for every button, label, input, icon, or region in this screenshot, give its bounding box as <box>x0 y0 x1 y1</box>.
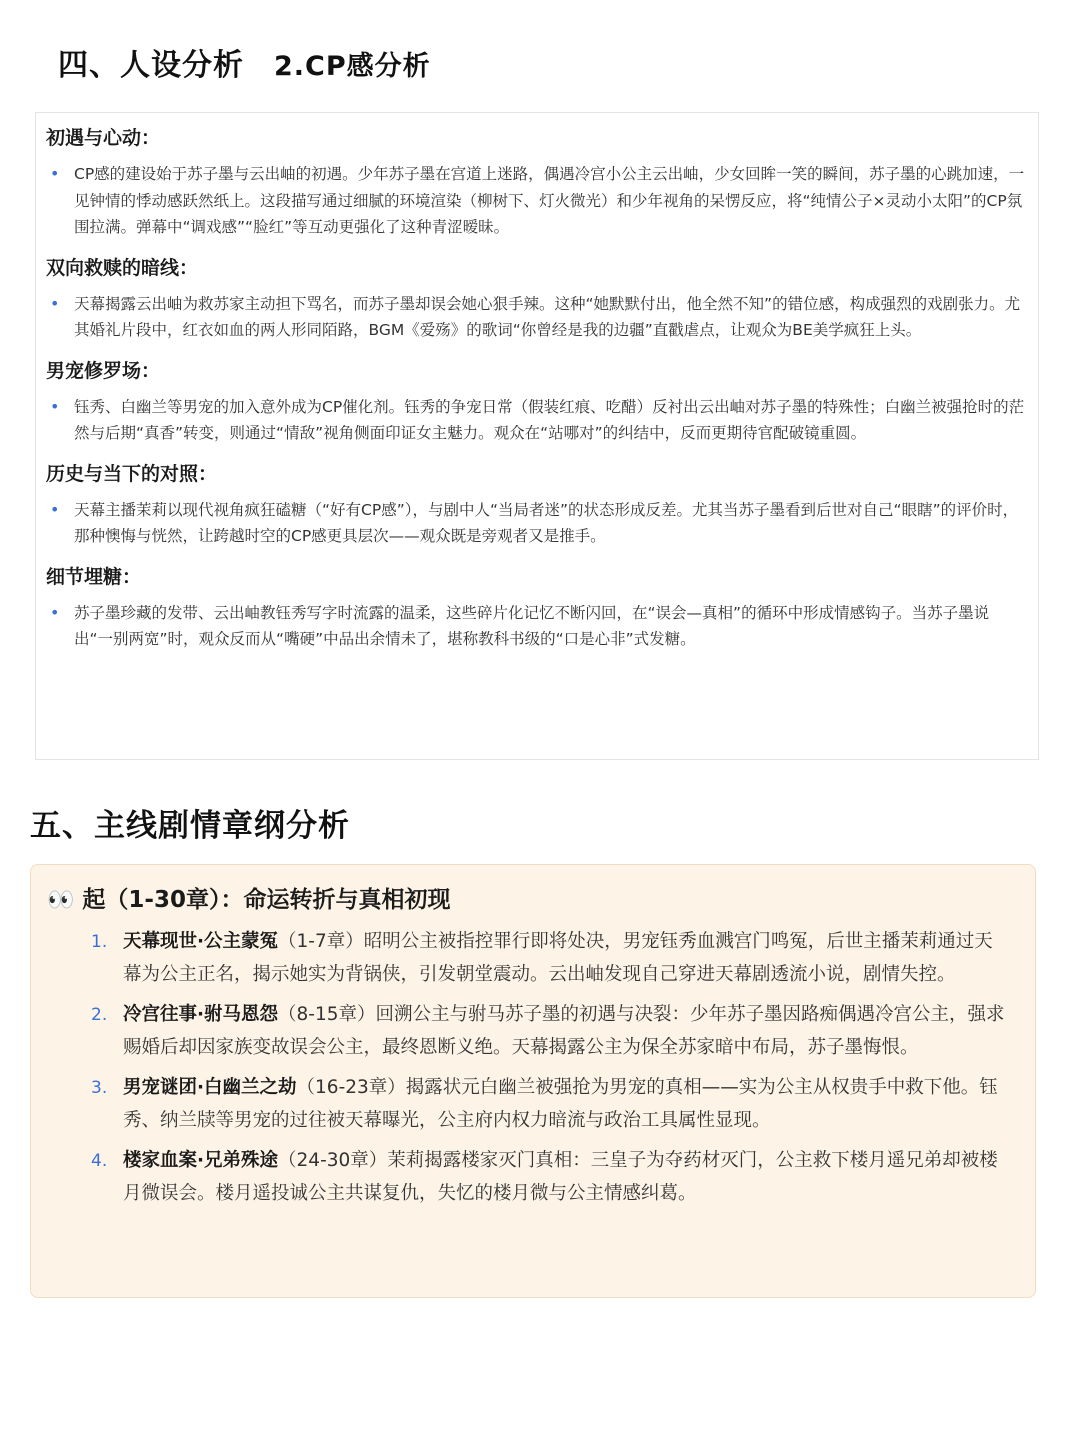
cp-analysis-card <box>35 112 1039 760</box>
topic-first-meeting <box>46 125 1028 241</box>
topic-heading: 历史与当下的对照： <box>46 462 218 485</box>
topic-detail-sweetness <box>46 564 1028 653</box>
bullet-dot-icon: • <box>50 602 60 622</box>
topic-bullet <box>46 394 1028 447</box>
outline-heading <box>47 883 1007 918</box>
eyes-icon: 👀 <box>47 888 75 913</box>
topic-bullet <box>46 497 1028 550</box>
item-title: 冷宫往事·驸马恩怨 <box>123 1004 279 1025</box>
topic-heading: 男宠修罗场： <box>46 359 161 382</box>
plot-outline-card <box>30 864 1036 1298</box>
page-title-sub: 2.CP感分析 <box>274 51 431 82</box>
item-number: 2. <box>91 1005 108 1025</box>
section-title: 五、主线剧情章纲分析 <box>30 808 350 844</box>
item-number: 3. <box>91 1078 108 1098</box>
outline-item <box>47 999 1007 1064</box>
outline-heading-text: 起（1-30章）：命运转折与真相初现 <box>82 887 451 913</box>
page-title <box>58 40 431 84</box>
topic-mutual-redemption <box>46 255 1028 344</box>
outline-item <box>47 1145 1007 1210</box>
item-text: （1-7章）昭明公主被指控罪行即将处决，男宠钰秀血溅宫门鸣冤，后世主播茉莉通过天幕为公主正名，揭示她实为背锅侠，引发朝堂震动。云出岫发现自己穿进天幕剧透流小说，剧情失控。 <box>123 931 993 985</box>
bullet-dot-icon: • <box>50 164 60 183</box>
topic-bullet <box>46 161 1028 241</box>
item-title: 天幕现世·公主蒙冤 <box>123 931 279 952</box>
item-number: 1. <box>91 932 108 952</box>
outline-list <box>47 926 1007 1210</box>
item-title: 男宠谜团·白幽兰之劫 <box>123 1077 297 1098</box>
item-text: （16-23章）揭露状元白幽兰被强抢为男宠的真相——实为公主从权贵手中救下他。钰秀、纳兰牍等男宠的过往被天幕曝光，公主府内权力暗流与政治工具属性显现。 <box>123 1077 998 1131</box>
topic-heading: 双向救赎的暗线： <box>46 256 199 279</box>
bullet-dot-icon: • <box>50 499 60 519</box>
item-number: 4. <box>91 1151 108 1171</box>
topic-history-contrast <box>46 461 1028 550</box>
outline-item <box>47 1072 1007 1137</box>
outline-item <box>47 926 1007 991</box>
item-text: （8-15章）回溯公主与驸马苏子墨的初遇与决裂：少年苏子墨因路痴偶遇冷宫公主，强求赐婚后却因家族变故误会公主，最终恩断义绝。天幕揭露公主为保全苏家暗中布局，苏子墨悔恨。 <box>123 1004 1005 1058</box>
bullet-dot-icon: • <box>50 396 60 416</box>
topic-text: 钰秀、白幽兰等男宠的加入意外成为CP催化剂。钰秀的争宠日常（假装红痕、吃醋）反衬出云出岫对苏子墨的特殊性；白幽兰被强抢时的茫然与后期“真香”转变，则通过“情敌”视角侧面印证女主魅力。观众在“站哪对”的纠结中，反而更期待官配破镜重圆。 <box>74 397 1025 442</box>
page-title-main: 四、人设分析 <box>58 48 244 83</box>
bullet-dot-icon: • <box>50 293 60 313</box>
topic-heading: 细节埋糖： <box>46 565 142 588</box>
topic-text: CP感的建设始于苏子墨与云出岫的初遇。少年苏子墨在宫道上迷路，偶遇冷宫小公主云出岫，少女回眸一笑的瞬间，苏子墨的心跳加速，一见钟情的悸动感跃然纸上。这段描写通过细腻的环境渲染（柳树下、灯火微光）和少年视角的呆愣反应，将“纯情公子×灵动小太阳”的CP氛围拉满。弹幕中“调戏感”“脸红”等互动更强化了这种青涩暧昧。 <box>74 165 1025 236</box>
topic-favorites-rivalry <box>46 358 1028 447</box>
topic-text: 天幕主播茉莉以现代视角疯狂磕糖（“好有CP感”），与剧中人“当局者迷”的状态形成反差。尤其当苏子墨看到后世对自己“眼瞎”的评价时，那种懊悔与恍然，让跨越时空的CP感更具层次——观众既是旁观者又是推手。 <box>74 500 1019 545</box>
topic-heading: 初遇与心动： <box>46 127 161 149</box>
topic-text: 天幕揭露云出岫为救苏家主动担下骂名，而苏子墨却误会她心狠手辣。这种“她默默付出，他全然不知”的错位感，构成强烈的戏剧张力。尤其婚礼片段中，红衣如血的两人形同陌路，BGM《爱殇》的歌词“你曾经是我的边疆”直戳虐点，让观众为BE美学疯狂上头。 <box>74 294 1021 339</box>
topic-bullet <box>46 291 1028 344</box>
topic-text: 苏子墨珍藏的发带、云出岫教钰秀写字时流露的温柔，这些碎片化记忆不断闪回，在“误会—真相”的循环中形成情感钩子。当苏子墨说出“一别两宽”时，观众反而从“嘴硬”中品出余情未了，堪称教科书级的“口是心非”式发糖。 <box>74 603 990 648</box>
item-text: （24-30章）茉莉揭露楼家灭门真相：三皇子为夺药材灭门，公主救下楼月遥兄弟却被楼月微误会。楼月遥投诚公主共谋复仇，失忆的楼月微与公主情感纠葛。 <box>123 1150 998 1204</box>
topic-bullet <box>46 600 1028 653</box>
item-title: 楼家血案·兄弟殊途 <box>123 1150 279 1171</box>
